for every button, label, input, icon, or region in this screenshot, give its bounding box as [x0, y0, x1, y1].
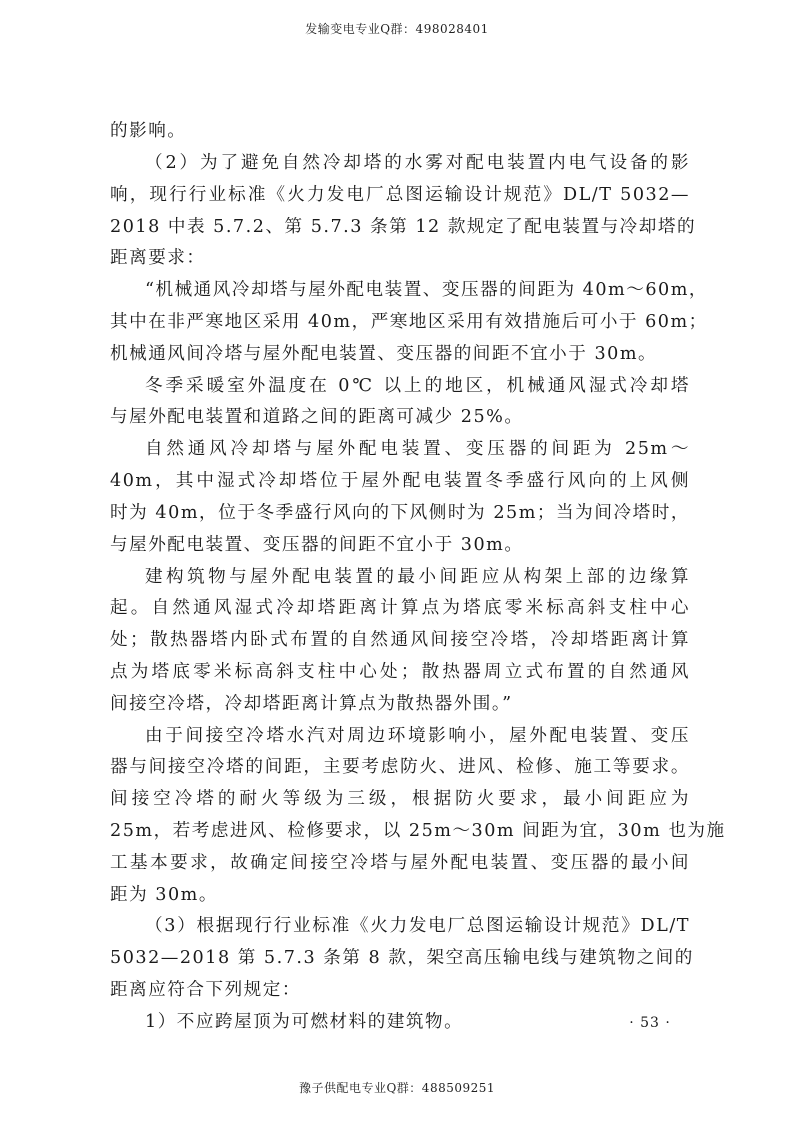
text-line: 处；散热器塔内卧式布置的自然通风间接空冷塔，冷却塔距离计算	[110, 630, 690, 650]
text-line: 冬季采暖室外温度在 0℃ 以上的地区，机械通风湿式冷却塔	[145, 376, 690, 396]
text-line: 由于间接空冷塔水汽对周边环境影响小，屋外配电装置、变压	[145, 726, 690, 746]
text-line: 与屋外配电装置、变压器的间距不宜小于 30m。	[110, 535, 524, 555]
text-line: 距离应符合下列规定：	[110, 980, 301, 1000]
text-line: 1）不应跨屋顶为可燃材料的建筑物。	[145, 1012, 464, 1032]
text-line: 的影响。	[110, 121, 187, 141]
header-watermark: 发输变电专业Q群：498028401	[305, 22, 489, 36]
footer-watermark: 豫子供配电专业Q群：488509251	[298, 1081, 496, 1095]
text-line: 工基本要求，故确定间接空冷塔与屋外配电装置、变压器的最小间	[110, 853, 690, 873]
text-line: 响，现行行业标准《火力发电厂总图运输设计规范》DL/T 5032—	[110, 185, 690, 205]
text-line: 自然通风冷却塔与屋外配电装置、变压器的间距为 25m～	[145, 439, 690, 459]
text-line: 40m，其中湿式冷却塔位于屋外配电装置冬季盛行风向的上风侧	[110, 471, 690, 491]
text-line: （3）根据现行行业标准《火力发电厂总图运输设计规范》DL/T	[145, 916, 690, 936]
text-line: 机械通风间冷塔与屋外配电装置、变压器的间距不宜小于 30m。	[110, 344, 658, 364]
text-line: 距离要求：	[110, 248, 206, 268]
text-line: 间接空冷塔的耐火等级为三级，根据防火要求，最小间距应为	[110, 789, 690, 809]
text-line: 建构筑物与屋外配电装置的最小间距应从构架上部的边缘算	[145, 567, 690, 587]
text-line: 距为 30m。	[110, 885, 218, 905]
text-line: 2018 中表 5.7.2、第 5.7.3 条第 12 款规定了配电装置与冷却塔的	[110, 217, 697, 237]
text-line: 间接空冷塔，冷却塔距离计算点为散热器外围。”	[110, 694, 513, 714]
text-line: 时为 40m，位于冬季盛行风向的下风侧时为 25m；当为间冷塔时，	[110, 503, 690, 523]
text-line: 其中在非严寒地区采用 40m，严寒地区采用有效措施后可小于 60m；	[110, 312, 708, 332]
text-line: “机械通风冷却塔与屋外配电装置、变压器的间距为 40m～60m，	[145, 280, 708, 300]
text-line: 与屋外配电装置和道路之间的距离可减少 25%。	[110, 407, 524, 427]
text-line: 起。自然通风湿式冷却塔距离计算点为塔底零米标高斜支柱中心	[110, 598, 690, 618]
text-line: 器与间接空冷塔的间距，主要考虑防火、进风、检修、施工等要求。	[110, 757, 690, 777]
text-line: 点为塔底零米标高斜支柱中心处；散热器周立式布置的自然通风	[110, 662, 690, 682]
page-number: · 53 ·	[629, 1015, 671, 1031]
text-line: 25m，若考虑进风、检修要求，以 25m～30m 间距为宜，30m 也为施	[110, 821, 726, 841]
text-line: （2）为了避免自然冷却塔的水雾对配电装置内电气设备的影	[145, 153, 690, 173]
text-line: 5032—2018 第 5.7.3 条第 8 款，架空高压输电线与建筑物之间的	[110, 948, 694, 968]
